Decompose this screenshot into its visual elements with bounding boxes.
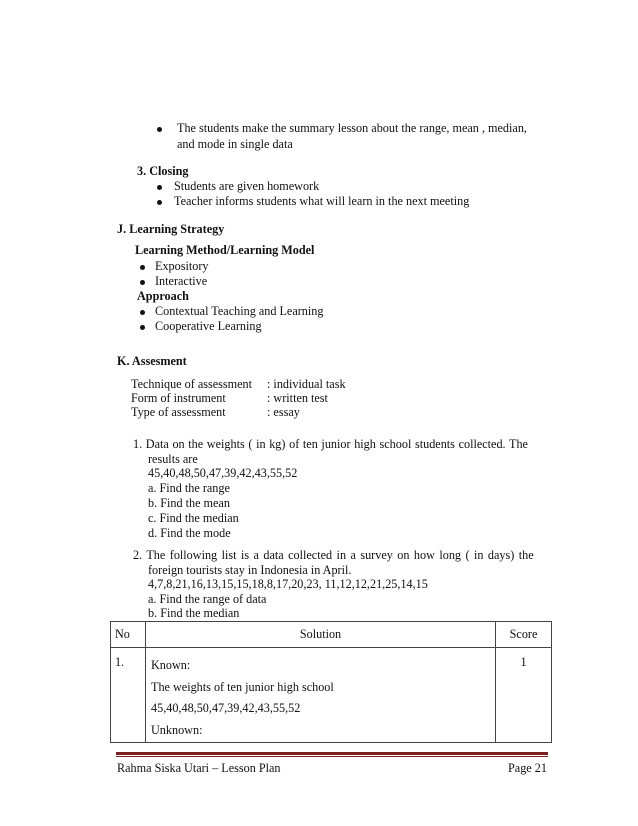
q1-line-2: results are: [148, 452, 198, 466]
footer-page-number: Page 21: [508, 761, 547, 775]
bullet-icon: [140, 280, 145, 285]
header-solution: Solution: [146, 622, 496, 648]
footer-rule-thin: [116, 756, 548, 757]
summary-line-2: and mode in single data: [177, 137, 293, 151]
q1-item-b: b. Find the mean: [148, 496, 230, 510]
method-item-2: Interactive: [155, 274, 208, 288]
footer-rule-thick: [116, 752, 548, 755]
closing-item-2: Teacher informs students what will learn in the next meeting: [174, 194, 470, 208]
header-no: No: [111, 622, 146, 648]
row-solution: [146, 648, 496, 743]
solution-line-2: The weights of ten junior high school: [151, 679, 334, 694]
method-item-1: Expository: [155, 259, 209, 273]
q2-item-a: a. Find the range of data: [148, 592, 267, 606]
footer-left: Rahma Siska Utari – Lesson Plan: [117, 761, 281, 775]
q1-item-d: d. Find the mode: [148, 526, 231, 540]
q1-data: 45,40,48,50,47,39,42,43,55,52: [148, 466, 298, 480]
assessment-value-2: : written test: [267, 391, 328, 405]
approach-item-1: Contextual Teaching and Learning: [155, 304, 324, 318]
solution-line-3: 45,40,48,50,47,39,42,43,55,52: [151, 701, 301, 715]
assessment-label-2: Form of instrument: [131, 391, 226, 405]
table-row: [111, 648, 552, 743]
assessment-label-1: Technique of assessment: [131, 377, 252, 391]
approach-heading: Approach: [137, 289, 189, 303]
table-header-row: [111, 622, 552, 648]
row-score: 1: [496, 648, 552, 743]
method-heading: Learning Method/Learning Model: [135, 243, 315, 257]
strategy-heading: J. Learning Strategy: [117, 222, 225, 236]
summary-line-1: The students make the summary lesson about the range, mean , median,: [177, 121, 527, 135]
bullet-icon: [140, 325, 145, 330]
q2-line-1: 2. The following list is a data collected in a survey on how long ( in days) the: [133, 548, 534, 562]
closing-heading: 3. Closing: [137, 164, 189, 178]
q2-line-2: foreign tourists stay in Indonesia in April.: [148, 563, 352, 577]
header-score: Score: [496, 622, 552, 648]
solution-line-1: Known:: [151, 658, 191, 672]
q2-data: 4,7,8,21,16,13,15,15,18,8,17,20,23, 11,12,12,21,25,14,15: [148, 577, 428, 591]
bullet-icon: [157, 127, 162, 132]
bullet-icon: [157, 200, 162, 205]
assessment-heading: K. Assesment: [117, 354, 187, 368]
q1-line-1: 1. Data on the weights ( in kg) of ten junior high school students collected. The: [133, 437, 528, 451]
q2-item-b: b. Find the median: [148, 606, 240, 620]
solution-table: [110, 621, 552, 743]
solution-line-4: Unknown:: [151, 722, 203, 737]
assessment-label-3: Type of assessment: [131, 405, 226, 419]
bullet-icon: [140, 310, 145, 315]
row-no: 1.: [111, 648, 146, 743]
q1-item-a: a. Find the range: [148, 481, 230, 495]
bullet-icon: [140, 265, 145, 270]
bullet-icon: [157, 185, 162, 190]
approach-item-2: Cooperative Learning: [155, 319, 262, 333]
closing-item-1: Students are given homework: [174, 179, 320, 193]
assessment-value-3: : essay: [267, 405, 300, 419]
q1-item-c: c. Find the median: [148, 511, 239, 525]
assessment-value-1: : individual task: [267, 377, 346, 391]
